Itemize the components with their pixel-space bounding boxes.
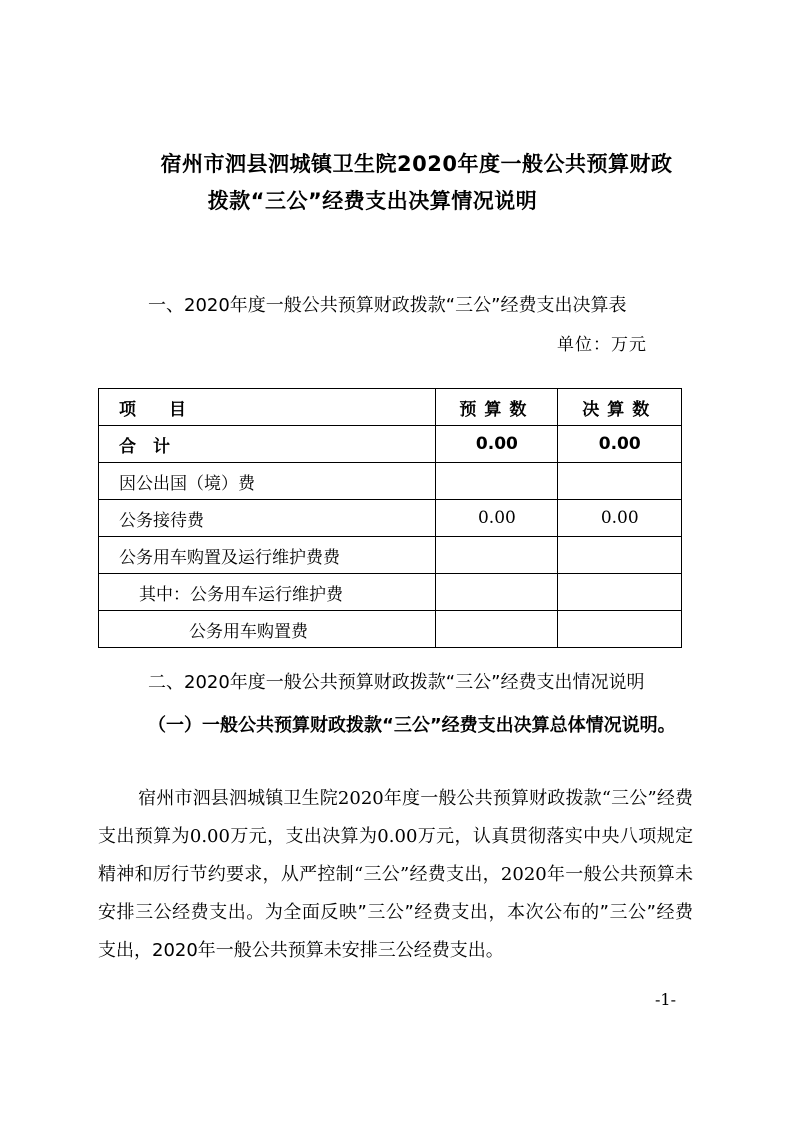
section2-heading: 二、2020年度一般公共预算财政拨款“三公”经费支出情况说明 <box>148 672 645 693</box>
section1-heading: 一、2020年度一般公共预算财政拨款“三公”经费支出决算表 <box>148 295 627 316</box>
table-row <box>99 574 682 611</box>
subsection1-heading: （一）一般公共预算财政拨款“三公”经费支出决算总体情况说明。 <box>148 715 676 736</box>
table-row <box>99 463 682 500</box>
document-title-line2: 拨款“三公”经费支出决算情况说明 <box>207 189 538 213</box>
row-item: 公务接待费 <box>99 500 436 537</box>
row-item: 因公出国（境）费 <box>99 463 436 500</box>
row-budget <box>436 611 558 648</box>
expense-table <box>98 388 682 648</box>
table-row <box>99 611 682 648</box>
row-budget: 0.00 <box>436 426 558 463</box>
page-number: -1- <box>655 990 676 1009</box>
row-final <box>558 574 682 611</box>
header-budget: 预算数 <box>436 389 558 426</box>
body-paragraph <box>98 780 693 970</box>
paragraph-text-part1: 宿州市泗县泗城镇卫生院2020年度一般公共预算财政拨款“三公”经费支出预算为0.00万元，支出决算为0.00万元，认真贯彻落实中央八项规定精神和厉行节约要求，从严控制“三公”经费支出，2020年一般公共预算未安排三公经费支出。 <box>98 788 693 923</box>
row-final <box>558 537 682 574</box>
row-final <box>558 463 682 500</box>
row-final <box>558 611 682 648</box>
document-title-line1: 宿州市泗县泗城镇卫生院2020年度一般公共预算财政 <box>160 152 673 176</box>
table-header-row <box>99 389 682 426</box>
table-row <box>99 537 682 574</box>
unit-label: 单位：万元 <box>557 335 647 355</box>
header-item: 项 目 <box>99 389 436 426</box>
row-budget: 0.00 <box>436 500 558 537</box>
row-budget <box>436 463 558 500</box>
row-budget <box>436 537 558 574</box>
row-budget <box>436 574 558 611</box>
table-row <box>99 500 682 537</box>
row-item: 公务用车购置及运行维护费费 <box>99 537 436 574</box>
row-item: 合 计 <box>99 426 436 463</box>
row-final: 0.00 <box>558 500 682 537</box>
table-row <box>99 426 682 463</box>
header-final: 决算数 <box>558 389 682 426</box>
row-final: 0.00 <box>558 426 682 463</box>
row-item: 其中：公务用车运行维护费 <box>99 574 436 611</box>
paragraph-text-part2: 为全面反映”三公”经费支出，本次公布的”三公”经费支出，2020年一般公共预算未安排三公经费支出。 <box>98 902 693 961</box>
row-item: 公务用车购置费 <box>99 611 436 648</box>
